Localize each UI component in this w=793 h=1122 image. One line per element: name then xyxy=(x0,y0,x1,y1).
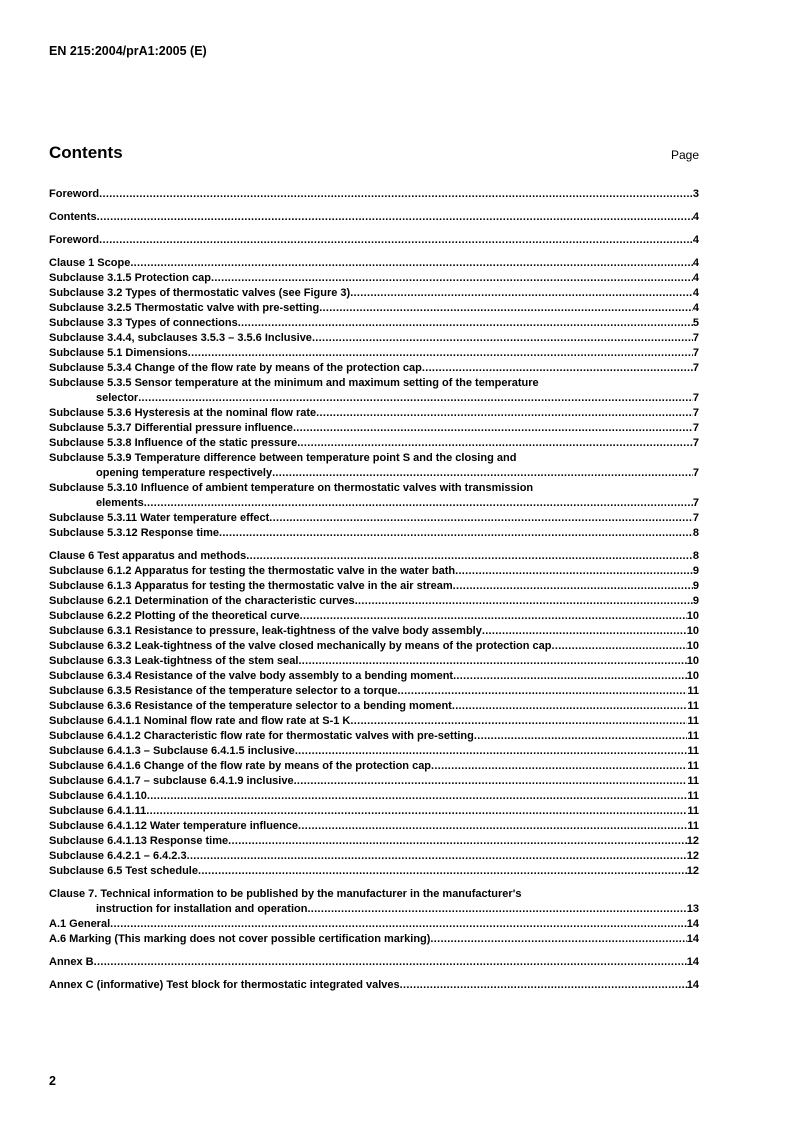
toc-entry-page: 10 xyxy=(686,670,699,682)
toc-entry-title: Subclause 6.4.2.1 – 6.4.2.3 xyxy=(49,850,187,862)
toc-entry-title: elements xyxy=(96,497,144,509)
dot-leader xyxy=(298,819,687,834)
dot-leader xyxy=(355,594,693,609)
toc-entry[interactable] xyxy=(49,978,699,993)
toc-entry[interactable] xyxy=(49,699,699,714)
toc-entry-title: Subclause 6.4.1.3 – Subclause 6.4.1.5 inclusive xyxy=(49,745,295,757)
dot-leader xyxy=(300,609,687,624)
toc-entry-page: 13 xyxy=(686,903,699,915)
toc-entry[interactable] xyxy=(49,271,699,286)
toc-entry-title: Foreword xyxy=(49,234,100,246)
toc-entry-title: Subclause 6.5 Test schedule xyxy=(49,865,198,877)
toc-entry-page: 14 xyxy=(686,933,699,945)
toc-entry-title: A.6 Marking (This marking does not cover possible certification marking) xyxy=(49,933,431,945)
dot-leader xyxy=(110,917,687,932)
toc-entry-title: Subclause 5.3.11 Water temperature effect xyxy=(49,512,270,524)
toc-entry-page: 4 xyxy=(692,302,699,314)
toc-entry-title: Contents xyxy=(49,211,97,223)
toc-entry-page: 8 xyxy=(692,527,699,539)
toc-entry-title: Subclause 6.4.1.10 xyxy=(49,790,147,802)
dot-leader xyxy=(130,256,693,271)
toc-entry[interactable] xyxy=(49,579,699,594)
toc-entry-title-line: Subclause 5.3.5 Sensor temperature at the minimum and maximum setting of the temperature xyxy=(49,377,539,389)
toc-entry[interactable] xyxy=(49,331,699,346)
toc-entry-page: 3 xyxy=(692,188,699,200)
toc-entry-page: 7 xyxy=(692,512,699,524)
toc-entry-title: Subclause 6.3.3 Leak-tightness of the stem seal xyxy=(49,655,299,667)
toc-entry-title-line: Subclause 5.3.9 Temperature difference between temperature point S and the closing and xyxy=(49,452,517,464)
dot-leader xyxy=(99,187,693,202)
document-header: EN 215:2004/prA1:2005 (E) xyxy=(49,44,207,58)
dot-leader xyxy=(482,624,687,639)
dot-leader xyxy=(453,669,687,684)
toc-entry-title: Subclause 6.4.1.6 Change of the flow rate by means of the protection cap xyxy=(49,760,432,772)
toc-entry[interactable] xyxy=(49,187,699,202)
toc-entry-title: Clause 6 Test apparatus and methods xyxy=(49,550,247,562)
page-column-label: Page xyxy=(670,148,699,162)
toc-entry-title-line: Clause 7. Technical information to be published by the manufacturer in the manufacturer's xyxy=(49,888,522,900)
toc-entry-page: 11 xyxy=(687,700,699,712)
toc-entry-title: Subclause 6.2.2 Plotting of the theoretical curve xyxy=(49,610,300,622)
dot-leader xyxy=(99,233,693,248)
dot-leader xyxy=(293,421,693,436)
dot-leader xyxy=(97,210,693,225)
toc-entry-page: 11 xyxy=(687,745,699,757)
toc-entry-page: 11 xyxy=(687,790,699,802)
toc-entry[interactable] xyxy=(49,451,699,481)
toc-entry-title: Subclause 3.4.4, subclauses 3.5.3 – 3.5.6 Inclusive xyxy=(49,332,312,344)
toc-entry-title: Subclause 5.1 Dimensions xyxy=(49,347,188,359)
toc-entry[interactable] xyxy=(49,564,699,579)
toc-entry-page: 7 xyxy=(692,437,699,449)
dot-leader xyxy=(552,639,687,654)
toc-entry-page: 7 xyxy=(692,497,699,509)
toc-entry-title: Subclause 6.1.2 Apparatus for testing the thermostatic valve in the water bath xyxy=(49,565,456,577)
toc-entry[interactable] xyxy=(49,849,699,864)
dot-leader xyxy=(188,346,693,361)
toc-entry[interactable] xyxy=(49,917,699,932)
toc-entry[interactable] xyxy=(49,361,699,376)
toc-entry-page: 8 xyxy=(692,550,699,562)
toc-entry-page: 11 xyxy=(687,775,699,787)
toc-entry-page: 11 xyxy=(687,685,699,697)
toc-entry[interactable] xyxy=(49,864,699,879)
toc-entry[interactable] xyxy=(49,714,699,729)
toc-entry-page: 10 xyxy=(686,640,699,652)
toc-entry-title: Subclause 6.3.2 Leak-tightness of the valve closed mechanically by means of the protection cap xyxy=(49,640,552,652)
toc-entry-page: 12 xyxy=(686,850,699,862)
dot-leader xyxy=(272,466,693,481)
toc-entry[interactable] xyxy=(49,789,699,804)
dot-leader xyxy=(307,902,686,917)
dot-leader xyxy=(146,804,687,819)
toc-entry[interactable] xyxy=(49,316,699,331)
toc-entry[interactable] xyxy=(49,210,699,225)
dot-leader xyxy=(453,579,693,594)
toc-entry-page: 14 xyxy=(686,956,699,968)
dot-leader xyxy=(94,955,687,970)
toc-entry-title: Subclause 6.4.1.13 Response time xyxy=(49,835,229,847)
toc-entry-title: Clause 1 Scope xyxy=(49,257,131,269)
toc-entry-title: A.1 General xyxy=(49,918,111,930)
toc-entry-title: Subclause 5.3.7 Differential pressure influence xyxy=(49,422,293,434)
dot-leader xyxy=(422,361,693,376)
toc-entry-title-line: Subclause 5.3.10 Influence of ambient temperature on thermostatic valves with transmission xyxy=(49,482,534,494)
toc-entry-page: 9 xyxy=(692,595,699,607)
toc-entry-page: 7 xyxy=(692,332,699,344)
toc-entry[interactable] xyxy=(49,639,699,654)
dot-leader xyxy=(246,549,693,564)
toc-entry-title: Subclause 3.1.5 Protection cap xyxy=(49,272,212,284)
toc-entry-title: Subclause 5.3.4 Change of the flow rate by means of the protection cap xyxy=(49,362,422,374)
toc-entry-page: 12 xyxy=(686,835,699,847)
toc-entry-page: 7 xyxy=(692,362,699,374)
toc-entry[interactable] xyxy=(49,549,699,564)
toc-entry-page: 10 xyxy=(686,625,699,637)
toc-entry[interactable] xyxy=(49,609,699,624)
dot-leader xyxy=(312,331,693,346)
toc-entry-page: 7 xyxy=(692,422,699,434)
dot-leader xyxy=(297,436,693,451)
toc-entry-title: Annex C (informative) Test block for thermostatic integrated valves xyxy=(49,979,400,991)
dot-leader xyxy=(138,391,693,406)
dot-leader xyxy=(452,699,688,714)
dot-leader xyxy=(474,729,687,744)
toc-entry-page: 7 xyxy=(692,347,699,359)
toc-entry-title: Subclause 3.2 Types of thermostatic valves (see Figure 3) xyxy=(49,287,351,299)
toc-entry[interactable] xyxy=(49,804,699,819)
toc-entry-title: Subclause 6.2.1 Determination of the characteristic curves xyxy=(49,595,355,607)
toc-entry-title: Subclause 6.3.6 Resistance of the temperature selector to a bending moment xyxy=(49,700,452,712)
dot-leader xyxy=(430,932,686,947)
toc-entry[interactable] xyxy=(49,684,699,699)
toc-entry-page: 4 xyxy=(692,211,699,223)
dot-leader xyxy=(269,511,693,526)
toc-entry-title: Foreword xyxy=(49,188,100,200)
toc-entry[interactable] xyxy=(49,376,699,406)
toc-entry-page: 7 xyxy=(692,392,699,404)
toc-entry[interactable] xyxy=(49,887,699,917)
dot-leader xyxy=(316,406,693,421)
toc-entry-page: 10 xyxy=(686,610,699,622)
toc-entry-page: 11 xyxy=(687,715,699,727)
toc-entry[interactable] xyxy=(49,421,699,436)
dot-leader xyxy=(228,834,687,849)
toc-entry[interactable] xyxy=(49,729,699,744)
dot-leader xyxy=(431,759,687,774)
toc-entry[interactable] xyxy=(49,511,699,526)
toc-entry-title: Subclause 6.3.1 Resistance to pressure, leak-tightness of the valve body assembly xyxy=(49,625,482,637)
toc-entry-page: 11 xyxy=(687,805,699,817)
toc-entry-page: 4 xyxy=(692,272,699,284)
dot-leader xyxy=(147,789,688,804)
toc-entry[interactable] xyxy=(49,481,699,511)
dot-leader xyxy=(455,564,693,579)
toc-entry[interactable] xyxy=(49,774,699,789)
toc-entry-page: 11 xyxy=(687,760,699,772)
toc-entry[interactable] xyxy=(49,834,699,849)
toc-entry-title: Subclause 6.3.4 Resistance of the valve body assembly to a bending moment xyxy=(49,670,454,682)
toc-entry-title: Subclause 6.4.1.2 Characteristic flow rate for thermostatic valves with pre-setting xyxy=(49,730,474,742)
toc-entry-page: 11 xyxy=(687,820,699,832)
toc-entry-page: 10 xyxy=(686,655,699,667)
dot-leader xyxy=(219,526,693,541)
toc-entry-title: Subclause 5.3.6 Hysteresis at the nominal flow rate xyxy=(49,407,317,419)
dot-leader xyxy=(187,849,687,864)
dot-leader xyxy=(294,774,688,789)
toc-entry[interactable] xyxy=(49,759,699,774)
contents-title: Contents xyxy=(49,143,123,162)
toc-entry-title: Subclause 6.4.1.12 Water temperature influence xyxy=(49,820,299,832)
toc-entry-title: opening temperature respectively xyxy=(96,467,273,479)
toc-entry[interactable] xyxy=(49,406,699,421)
toc-entry-page: 11 xyxy=(687,730,699,742)
toc-entry-title: Subclause 5.3.8 Influence of the static pressure xyxy=(49,437,298,449)
toc-entry-page: 9 xyxy=(692,565,699,577)
dot-leader xyxy=(295,744,688,759)
page-number: 2 xyxy=(49,1074,56,1088)
toc-entry-page: 4 xyxy=(692,257,699,269)
toc-entry[interactable] xyxy=(49,654,699,669)
toc-entry-page: 9 xyxy=(692,580,699,592)
toc-entry[interactable] xyxy=(49,256,699,271)
toc-entry[interactable] xyxy=(49,819,699,834)
dot-leader xyxy=(238,316,693,331)
toc-entry-title: Subclause 6.1.3 Apparatus for testing the thermostatic valve in the air stream xyxy=(49,580,453,592)
toc-entry-title: Subclause 3.3 Types of connections xyxy=(49,317,238,329)
toc-entry-page: 5 xyxy=(692,317,699,329)
toc-entry-page: 4 xyxy=(692,234,699,246)
dot-leader xyxy=(400,978,687,993)
toc-entry[interactable] xyxy=(49,932,699,947)
toc-entry-page: 7 xyxy=(692,407,699,419)
dot-leader xyxy=(198,864,687,879)
toc-entry[interactable] xyxy=(49,526,699,541)
dot-leader xyxy=(319,301,693,316)
toc-entry[interactable] xyxy=(49,594,699,609)
toc-entry-title: Subclause 5.3.12 Response time xyxy=(49,527,219,539)
toc-entry[interactable] xyxy=(49,955,699,970)
dot-leader xyxy=(298,654,686,669)
toc-entry-title: Subclause 6.4.1.1 Nominal flow rate and flow rate at S-1 K xyxy=(49,715,351,727)
dot-leader xyxy=(211,271,693,286)
toc-entry-title: selector xyxy=(96,392,139,404)
toc-entry-title: Annex B xyxy=(49,956,94,968)
toc-entry[interactable] xyxy=(49,286,699,301)
toc-entry-title: Subclause 6.3.5 Resistance of the temperature selector to a torque xyxy=(49,685,398,697)
toc-entry[interactable] xyxy=(49,346,699,361)
toc-entry-page: 7 xyxy=(692,467,699,479)
toc-entry-title: Subclause 6.4.1.7 – subclause 6.4.1.9 inclusive xyxy=(49,775,294,787)
dot-leader xyxy=(144,496,693,511)
toc-entry-page: 4 xyxy=(692,287,699,299)
toc-entry[interactable] xyxy=(49,744,699,759)
toc-entry-title: Subclause 6.4.1.11 xyxy=(49,805,147,817)
toc-entry[interactable] xyxy=(49,624,699,639)
toc-entry-title: instruction for installation and operation xyxy=(96,903,308,915)
toc-entry[interactable] xyxy=(49,301,699,316)
table-of-contents xyxy=(49,187,699,993)
toc-entry-page: 12 xyxy=(686,865,699,877)
dot-leader xyxy=(350,714,687,729)
dot-leader xyxy=(350,286,693,301)
toc-entry-page: 14 xyxy=(686,918,699,930)
toc-entry-page: 14 xyxy=(686,979,699,991)
toc-entry-title: Subclause 3.2.5 Thermostatic valve with pre-setting xyxy=(49,302,320,314)
toc-entry[interactable] xyxy=(49,436,699,451)
toc-entry[interactable] xyxy=(49,233,699,248)
dot-leader xyxy=(397,684,687,699)
toc-entry[interactable] xyxy=(49,669,699,684)
